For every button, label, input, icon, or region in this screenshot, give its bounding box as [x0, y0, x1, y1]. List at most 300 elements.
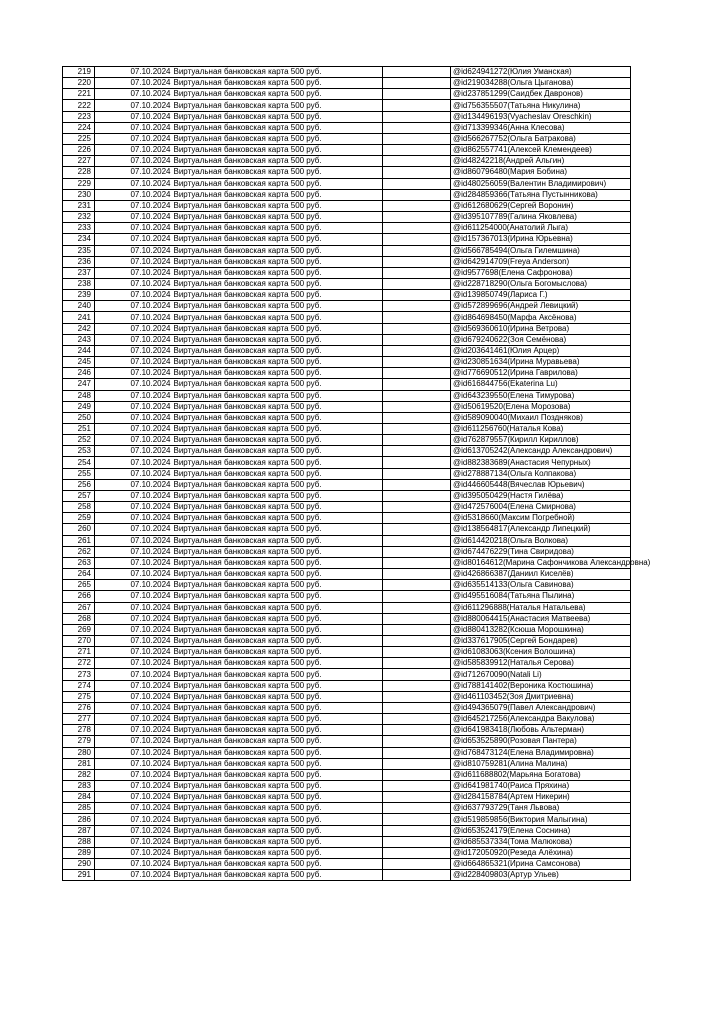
winner-profile-cell: @id612680629(Сергей Воронин): [451, 200, 631, 211]
row-number-cell: 236: [63, 256, 95, 267]
row-number-cell: 247: [63, 379, 95, 390]
empty-cell: [383, 535, 451, 546]
date-cell: 07.10.2024: [95, 357, 173, 368]
row-number-cell: 254: [63, 457, 95, 468]
table-row: [63, 490, 631, 501]
date-cell: 07.10.2024: [95, 635, 173, 646]
row-number-cell: 232: [63, 212, 95, 223]
table-row: [63, 89, 631, 100]
winner-profile-cell: @id685537334(Тома Малюкова): [451, 836, 631, 847]
date-cell: 07.10.2024: [95, 859, 173, 870]
row-number-cell: 289: [63, 847, 95, 858]
row-number-cell: 225: [63, 133, 95, 144]
date-cell: 07.10.2024: [95, 702, 173, 713]
date-cell: 07.10.2024: [95, 580, 173, 591]
prize-description-cell: Виртуальная банковская карта 500 руб.: [173, 156, 383, 167]
prize-description-cell: Виртуальная банковская карта 500 руб.: [173, 200, 383, 211]
prize-description-cell: Виртуальная банковская карта 500 руб.: [173, 468, 383, 479]
date-cell: 07.10.2024: [95, 736, 173, 747]
prize-description-cell: Виртуальная банковская карта 500 руб.: [173, 635, 383, 646]
winner-profile-cell: @id664865321(Ирина Самсонова): [451, 859, 631, 870]
winner-profile-cell: @id566785494(Ольга Гилемшина): [451, 245, 631, 256]
date-cell: 07.10.2024: [95, 345, 173, 356]
winner-profile-cell: @id643239550(Елена Тимурова): [451, 390, 631, 401]
empty-cell: [383, 89, 451, 100]
table-row: [63, 212, 631, 223]
row-number-cell: 252: [63, 435, 95, 446]
date-cell: 07.10.2024: [95, 167, 173, 178]
empty-cell: [383, 513, 451, 524]
empty-cell: [383, 736, 451, 747]
winner-profile-cell: @id426866387(Даниил Киселёв): [451, 569, 631, 580]
empty-cell: [383, 758, 451, 769]
date-cell: 07.10.2024: [95, 557, 173, 568]
prize-description-cell: Виртуальная банковская карта 500 руб.: [173, 658, 383, 669]
table-row: [63, 524, 631, 535]
winner-profile-cell: @id203641461(Юлия Арцер): [451, 345, 631, 356]
table-row: [63, 401, 631, 412]
prize-description-cell: Виртуальная банковская карта 500 руб.: [173, 122, 383, 133]
date-cell: 07.10.2024: [95, 792, 173, 803]
date-cell: 07.10.2024: [95, 435, 173, 446]
row-number-cell: 258: [63, 502, 95, 513]
table-row: [63, 557, 631, 568]
empty-cell: [383, 580, 451, 591]
row-number-cell: 290: [63, 859, 95, 870]
table-row: [63, 368, 631, 379]
table-row: [63, 301, 631, 312]
empty-cell: [383, 178, 451, 189]
table-row: [63, 836, 631, 847]
winner-profile-cell: @id864698450(Марфа Аксёнова): [451, 312, 631, 323]
table-row: [63, 781, 631, 792]
prize-description-cell: Виртуальная банковская карта 500 руб.: [173, 647, 383, 658]
table-row: [63, 267, 631, 278]
date-cell: 07.10.2024: [95, 133, 173, 144]
winner-profile-cell: @id788141402(Вероника Костюшина): [451, 680, 631, 691]
date-cell: 07.10.2024: [95, 212, 173, 223]
row-number-cell: 261: [63, 535, 95, 546]
row-number-cell: 231: [63, 200, 95, 211]
table-row: [63, 691, 631, 702]
empty-cell: [383, 200, 451, 211]
empty-cell: [383, 156, 451, 167]
empty-cell: [383, 479, 451, 490]
prize-description-cell: Виртуальная банковская карта 500 руб.: [173, 557, 383, 568]
table-row: [63, 669, 631, 680]
date-cell: 07.10.2024: [95, 747, 173, 758]
prize-description-cell: Виртуальная банковская карта 500 руб.: [173, 234, 383, 245]
empty-cell: [383, 189, 451, 200]
empty-cell: [383, 212, 451, 223]
prize-description-cell: Виртуальная банковская карта 500 руб.: [173, 502, 383, 513]
winner-profile-cell: @id495516084(Татьяна Пылина): [451, 591, 631, 602]
empty-cell: [383, 78, 451, 89]
row-number-cell: 245: [63, 357, 95, 368]
empty-cell: [383, 680, 451, 691]
date-cell: 07.10.2024: [95, 680, 173, 691]
empty-cell: [383, 412, 451, 423]
prize-description-cell: Виртуальная банковская карта 500 руб.: [173, 267, 383, 278]
row-number-cell: 248: [63, 390, 95, 401]
prize-description-cell: Виртуальная банковская карта 500 руб.: [173, 836, 383, 847]
prize-description-cell: Виртуальная банковская карта 500 руб.: [173, 100, 383, 111]
row-number-cell: 246: [63, 368, 95, 379]
prize-description-cell: Виртуальная банковская карта 500 руб.: [173, 524, 383, 535]
empty-cell: [383, 490, 451, 501]
prize-description-cell: Виртуальная банковская карта 500 руб.: [173, 769, 383, 780]
winner-profile-cell: @id880064415(Анастасия Матвеева): [451, 613, 631, 624]
date-cell: 07.10.2024: [95, 490, 173, 501]
row-number-cell: 270: [63, 635, 95, 646]
prize-description-cell: Виртуальная банковская карта 500 руб.: [173, 178, 383, 189]
row-number-cell: 222: [63, 100, 95, 111]
prize-description-cell: Виртуальная банковская карта 500 руб.: [173, 814, 383, 825]
table-row: [63, 847, 631, 858]
prize-description-cell: Виртуальная банковская карта 500 руб.: [173, 669, 383, 680]
winner-profile-cell: @id674476229(Тина Свиридова): [451, 546, 631, 557]
empty-cell: [383, 714, 451, 725]
table-row: [63, 758, 631, 769]
empty-cell: [383, 847, 451, 858]
empty-cell: [383, 446, 451, 457]
winner-profile-cell: @id569360610(Ирина Ветрова): [451, 323, 631, 334]
row-number-cell: 275: [63, 691, 95, 702]
table-row: [63, 67, 631, 78]
date-cell: 07.10.2024: [95, 446, 173, 457]
prize-description-cell: Виртуальная банковская карта 500 руб.: [173, 457, 383, 468]
row-number-cell: 274: [63, 680, 95, 691]
empty-cell: [383, 870, 451, 881]
row-number-cell: 259: [63, 513, 95, 524]
winner-profile-cell: @id756355507(Татьяна Никулина): [451, 100, 631, 111]
empty-cell: [383, 323, 451, 334]
row-number-cell: 291: [63, 870, 95, 881]
prize-description-cell: Виртуальная банковская карта 500 руб.: [173, 223, 383, 234]
empty-cell: [383, 379, 451, 390]
empty-cell: [383, 769, 451, 780]
winner-profile-cell: @id611254000(Анатолий Лыга): [451, 223, 631, 234]
winner-profile-cell: @id138564817(Александр Липецкий): [451, 524, 631, 535]
row-number-cell: 240: [63, 301, 95, 312]
winner-profile-cell: @id395050429(Настя Гилёва): [451, 490, 631, 501]
row-number-cell: 282: [63, 769, 95, 780]
table-row: [63, 100, 631, 111]
prize-description-cell: Виртуальная банковская карта 500 руб.: [173, 479, 383, 490]
winner-profile-cell: @id134496193(Vyacheslav Oreschkin): [451, 111, 631, 122]
prize-description-cell: Виртуальная банковская карта 500 руб.: [173, 334, 383, 345]
prize-description-cell: Виртуальная банковская карта 500 руб.: [173, 424, 383, 435]
date-cell: 07.10.2024: [95, 658, 173, 669]
row-number-cell: 250: [63, 412, 95, 423]
table-row: [63, 535, 631, 546]
row-number-cell: 253: [63, 446, 95, 457]
table-row: [63, 624, 631, 635]
winner-profile-cell: @id653524179(Елена Соснина): [451, 825, 631, 836]
table-row: [63, 357, 631, 368]
date-cell: 07.10.2024: [95, 312, 173, 323]
winner-profile-cell: @id611296888(Наталья Натальева): [451, 602, 631, 613]
table-row: [63, 133, 631, 144]
empty-cell: [383, 803, 451, 814]
empty-cell: [383, 290, 451, 301]
table-row: [63, 859, 631, 870]
empty-cell: [383, 357, 451, 368]
table-row: [63, 825, 631, 836]
table-row: [63, 658, 631, 669]
table-row: [63, 290, 631, 301]
winner-profile-cell: @id237851299(Саидбек Давронов): [451, 89, 631, 100]
table-row: [63, 513, 631, 524]
row-number-cell: 228: [63, 167, 95, 178]
empty-cell: [383, 267, 451, 278]
row-number-cell: 235: [63, 245, 95, 256]
date-cell: 07.10.2024: [95, 825, 173, 836]
row-number-cell: 224: [63, 122, 95, 133]
winner-profile-cell: @id172050920(Резеда Алёхина): [451, 847, 631, 858]
table-row: [63, 111, 631, 122]
empty-cell: [383, 223, 451, 234]
empty-cell: [383, 691, 451, 702]
winner-profile-cell: @id768473124(Елена Владимировна): [451, 747, 631, 758]
date-cell: 07.10.2024: [95, 156, 173, 167]
row-number-cell: 233: [63, 223, 95, 234]
table-row: [63, 457, 631, 468]
empty-cell: [383, 635, 451, 646]
date-cell: 07.10.2024: [95, 546, 173, 557]
date-cell: 07.10.2024: [95, 189, 173, 200]
date-cell: 07.10.2024: [95, 691, 173, 702]
date-cell: 07.10.2024: [95, 267, 173, 278]
table-row: [63, 223, 631, 234]
prize-description-cell: Виртуальная банковская карта 500 руб.: [173, 323, 383, 334]
date-cell: 07.10.2024: [95, 334, 173, 345]
table-row: [63, 278, 631, 289]
date-cell: 07.10.2024: [95, 513, 173, 524]
date-cell: 07.10.2024: [95, 847, 173, 858]
row-number-cell: 273: [63, 669, 95, 680]
prize-description-cell: Виртуальная банковская карта 500 руб.: [173, 67, 383, 78]
table-row: [63, 714, 631, 725]
table-row: [63, 145, 631, 156]
empty-cell: [383, 435, 451, 446]
date-cell: 07.10.2024: [95, 803, 173, 814]
prize-description-cell: Виртуальная банковская карта 500 руб.: [173, 535, 383, 546]
prize-description-cell: Виртуальная банковская карта 500 руб.: [173, 613, 383, 624]
date-cell: 07.10.2024: [95, 145, 173, 156]
winner-profile-cell: @id611256760(Наталья Кова): [451, 424, 631, 435]
empty-cell: [383, 390, 451, 401]
row-number-cell: 249: [63, 401, 95, 412]
winner-profile-cell: @id395107789(Галина Яковлева): [451, 212, 631, 223]
row-number-cell: 243: [63, 334, 95, 345]
winner-profile-cell: @id624941272(Юлия Уманская): [451, 67, 631, 78]
date-cell: 07.10.2024: [95, 502, 173, 513]
row-number-cell: 263: [63, 557, 95, 568]
date-cell: 07.10.2024: [95, 781, 173, 792]
table-row: [63, 234, 631, 245]
date-cell: 07.10.2024: [95, 412, 173, 423]
winner-profile-cell: @id472576004(Елена Смирнова): [451, 502, 631, 513]
winner-profile-cell: @id139850749(Лариса Г.): [451, 290, 631, 301]
prize-description-cell: Виртуальная банковская карта 500 руб.: [173, 245, 383, 256]
empty-cell: [383, 334, 451, 345]
empty-cell: [383, 658, 451, 669]
prize-description-cell: Виртуальная банковская карта 500 руб.: [173, 847, 383, 858]
table-row: [63, 747, 631, 758]
empty-cell: [383, 569, 451, 580]
row-number-cell: 277: [63, 714, 95, 725]
empty-cell: [383, 245, 451, 256]
empty-cell: [383, 702, 451, 713]
date-cell: 07.10.2024: [95, 457, 173, 468]
table-row: [63, 580, 631, 591]
winner-profile-cell: @id642914709(Freya Anderson): [451, 256, 631, 267]
prize-description-cell: Виртуальная банковская карта 500 руб.: [173, 357, 383, 368]
winner-profile-cell: @id616844756(Ekaterina Lu): [451, 379, 631, 390]
prize-description-cell: Виртуальная банковская карта 500 руб.: [173, 111, 383, 122]
empty-cell: [383, 647, 451, 658]
table-row: [63, 323, 631, 334]
winner-profile-cell: @id614420218(Ольга Волкова): [451, 535, 631, 546]
table-row: [63, 613, 631, 624]
winner-profile-cell: @id50619520(Елена Морозова): [451, 401, 631, 412]
table-row: [63, 702, 631, 713]
table-row: [63, 245, 631, 256]
date-cell: 07.10.2024: [95, 200, 173, 211]
date-cell: 07.10.2024: [95, 714, 173, 725]
prize-description-cell: Виртуальная банковская карта 500 руб.: [173, 781, 383, 792]
prize-description-cell: Виртуальная банковская карта 500 руб.: [173, 212, 383, 223]
winner-profile-cell: @id461103452(Зоя Дмитриевна): [451, 691, 631, 702]
prize-description-cell: Виртуальная банковская карта 500 руб.: [173, 691, 383, 702]
date-cell: 07.10.2024: [95, 111, 173, 122]
date-cell: 07.10.2024: [95, 591, 173, 602]
date-cell: 07.10.2024: [95, 78, 173, 89]
row-number-cell: 271: [63, 647, 95, 658]
empty-cell: [383, 368, 451, 379]
prize-description-cell: Виртуальная банковская карта 500 руб.: [173, 513, 383, 524]
empty-cell: [383, 234, 451, 245]
empty-cell: [383, 557, 451, 568]
winner-profile-cell: @id337617905(Сергей Бондарев): [451, 635, 631, 646]
date-cell: 07.10.2024: [95, 401, 173, 412]
prize-description-cell: Виртуальная банковская карта 500 руб.: [173, 145, 383, 156]
prize-table: [62, 66, 651, 881]
date-cell: 07.10.2024: [95, 424, 173, 435]
empty-cell: [383, 591, 451, 602]
table-row: [63, 122, 631, 133]
row-number-cell: 226: [63, 145, 95, 156]
date-cell: 07.10.2024: [95, 178, 173, 189]
winner-profile-cell: @id882383689(Анастасия Чепурных): [451, 457, 631, 468]
prize-description-cell: Виртуальная банковская карта 500 руб.: [173, 870, 383, 881]
winner-profile-cell: @id653525890(Розовая Пантера): [451, 736, 631, 747]
empty-cell: [383, 133, 451, 144]
table-row: [63, 312, 631, 323]
winner-profile-cell: @id645217256(Александра Вакулова): [451, 714, 631, 725]
row-number-cell: 280: [63, 747, 95, 758]
table-row: [63, 502, 631, 513]
table-row: [63, 334, 631, 345]
date-cell: 07.10.2024: [95, 468, 173, 479]
empty-cell: [383, 781, 451, 792]
empty-cell: [383, 669, 451, 680]
prize-description-cell: Виртуальная банковская карта 500 руб.: [173, 569, 383, 580]
date-cell: 07.10.2024: [95, 814, 173, 825]
empty-cell: [383, 111, 451, 122]
winner-profile-cell: @id228718290(Ольга Богомыслова): [451, 278, 631, 289]
empty-cell: [383, 301, 451, 312]
prize-description-cell: Виртуальная банковская карта 500 руб.: [173, 680, 383, 691]
winner-profile-cell: @id776690512(Ирина Гаврилова): [451, 368, 631, 379]
empty-cell: [383, 825, 451, 836]
row-number-cell: 272: [63, 658, 95, 669]
winner-profile-cell: @id284158784(Артем Никерин): [451, 792, 631, 803]
date-cell: 07.10.2024: [95, 290, 173, 301]
row-number-cell: 265: [63, 580, 95, 591]
table-row: [63, 803, 631, 814]
date-cell: 07.10.2024: [95, 245, 173, 256]
prize-table-body: [63, 67, 651, 881]
empty-cell: [383, 859, 451, 870]
empty-cell: [383, 145, 451, 156]
winner-profile-cell: @id880413282(Ксюша Морошкина): [451, 624, 631, 635]
row-number-cell: 260: [63, 524, 95, 535]
row-number-cell: 267: [63, 602, 95, 613]
table-row: [63, 736, 631, 747]
table-row: [63, 345, 631, 356]
prize-description-cell: Виртуальная банковская карта 500 руб.: [173, 714, 383, 725]
winner-profile-cell: @id566267752(Ольга Батракова): [451, 133, 631, 144]
winner-profile-cell: @id589090040(Михаил Поздняков): [451, 412, 631, 423]
table-row: [63, 814, 631, 825]
row-number-cell: 242: [63, 323, 95, 334]
date-cell: 07.10.2024: [95, 870, 173, 881]
prize-description-cell: Виртуальная банковская карта 500 руб.: [173, 803, 383, 814]
prize-description-cell: Виртуальная банковская карта 500 руб.: [173, 368, 383, 379]
table-row: [63, 424, 631, 435]
table-row: [63, 189, 631, 200]
row-number-cell: 269: [63, 624, 95, 635]
empty-cell: [383, 67, 451, 78]
row-number-cell: 284: [63, 792, 95, 803]
table-row: [63, 569, 631, 580]
prize-description-cell: Виртуальная банковская карта 500 руб.: [173, 747, 383, 758]
prize-description-cell: Виртуальная банковская карта 500 руб.: [173, 792, 383, 803]
winner-profile-cell: @id80164612(Марина Сафончикова Александровна): [451, 557, 631, 568]
empty-cell: [383, 424, 451, 435]
prize-description-cell: Виртуальная банковская карта 500 руб.: [173, 290, 383, 301]
prize-description-cell: Виртуальная банковская карта 500 руб.: [173, 580, 383, 591]
row-number-cell: 257: [63, 490, 95, 501]
empty-cell: [383, 502, 451, 513]
row-number-cell: 220: [63, 78, 95, 89]
row-number-cell: 251: [63, 424, 95, 435]
date-cell: 07.10.2024: [95, 256, 173, 267]
winner-profile-cell: @id860796480(Мария Бобина): [451, 167, 631, 178]
row-number-cell: 223: [63, 111, 95, 122]
winner-profile-cell: @id637793729(Таня Львова): [451, 803, 631, 814]
winner-profile-cell: @id219034288(Ольга Цыганова): [451, 78, 631, 89]
table-row: [63, 200, 631, 211]
date-cell: 07.10.2024: [95, 524, 173, 535]
table-row: [63, 635, 631, 646]
date-cell: 07.10.2024: [95, 479, 173, 490]
empty-cell: [383, 836, 451, 847]
prize-description-cell: Виртуальная банковская карта 500 руб.: [173, 301, 383, 312]
prize-description-cell: Виртуальная банковская карта 500 руб.: [173, 133, 383, 144]
